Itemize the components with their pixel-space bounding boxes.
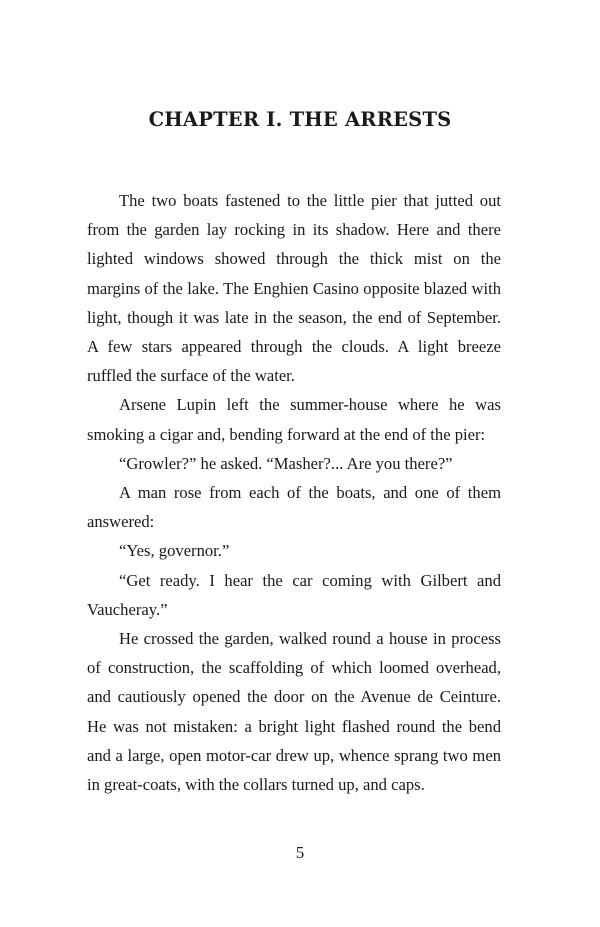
paragraph: He crossed the garden, walked round a house in process of construction, the scaffolding of which loomed overhead, and cautiously opened the door on the Avenue de Ceinture. He was not mistaken: a bright light flashed round the bend and a large, open motor-car drew up, whence sprang two men in great-coats, with the collars turned up, and caps. xyxy=(87,629,501,795)
chapter-title: CHAPTER I. THE ARRESTS xyxy=(148,108,452,131)
paragraph: “Yes, governor.” xyxy=(119,541,230,561)
chapter-body xyxy=(87,186,501,799)
page-number: 5 xyxy=(295,843,305,862)
paragraph: “Growler?” he asked. “Masher?... Are you there?” xyxy=(119,453,453,473)
paragraph: Arsene Lupin left the summer-house where he was smoking a cigar and, bending forward at the end of the pier: xyxy=(87,395,501,444)
paragraph: A man rose from each of the boats, and one of them answered: xyxy=(87,483,501,532)
paragraph: “Get ready. I hear the car coming with Gilbert and Vaucheray.” xyxy=(87,570,501,619)
paragraph: The two boats fastened to the little pier that jutted out from the garden lay rocking in its shadow. Here and there lighted windows showed through the thick mist on the margins of the lake. The Enghien Casino opposite blazed with light, though it was late in the season, the end of September. A few stars appeared through the clouds. A light breeze ruffled the surface of the water. xyxy=(87,191,501,386)
